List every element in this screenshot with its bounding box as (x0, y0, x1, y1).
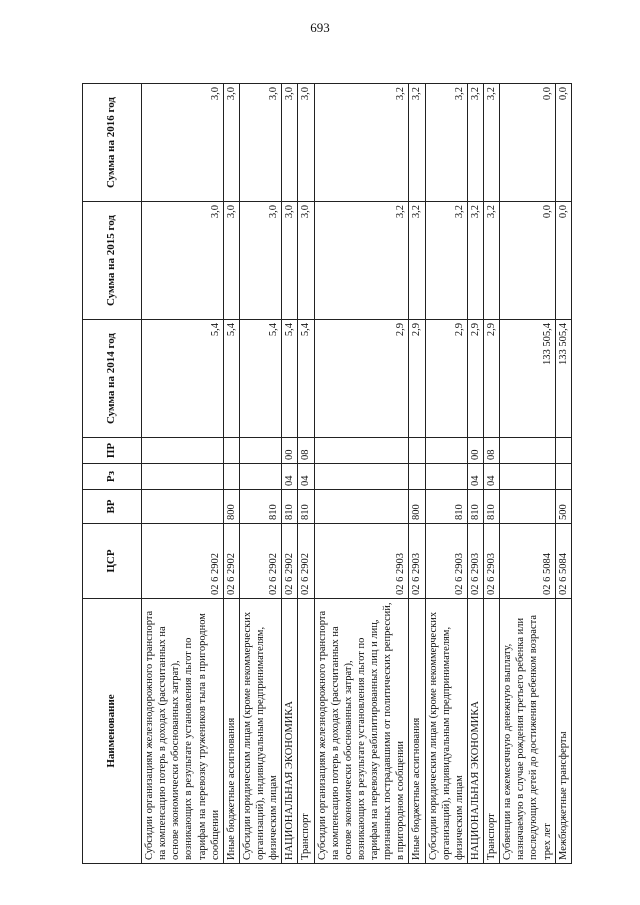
cell-vr: 800 (409, 490, 425, 524)
cell-2015: 3,2 (467, 202, 483, 320)
cell-2014: 2,9 (314, 320, 409, 438)
cell-name: Иные бюджетные ассигнования (409, 599, 425, 864)
cell-vr: 810 (298, 490, 314, 524)
header-2014: Сумма на 2014 год (83, 320, 142, 438)
cell-pr (142, 438, 224, 464)
cell-2016: 3,0 (142, 84, 224, 202)
cell-pr: 08 (484, 438, 500, 464)
cell-name: Субвенции на ежемесячную денежную выплату, назначаемую в случае рождения третьего ребенка или последующих детей до достижения ребенком возраста трех лет (500, 599, 556, 864)
cell-pr (314, 438, 409, 464)
cell-2014: 5,4 (239, 320, 281, 438)
cell-2015: 0,0 (500, 202, 556, 320)
cell-vr (314, 490, 409, 524)
cell-2015: 0,0 (555, 202, 571, 320)
cell-rz: 04 (282, 464, 298, 490)
cell-vr: 810 (282, 490, 298, 524)
table-row (500, 84, 556, 864)
table-header-row (83, 84, 142, 864)
cell-2014: 5,4 (142, 320, 224, 438)
budget-table (82, 83, 572, 864)
cell-vr: 810 (467, 490, 483, 524)
cell-pr (500, 438, 556, 464)
table-row (314, 84, 409, 864)
cell-2015: 3,2 (484, 202, 500, 320)
cell-csr: 02 6 2902 (298, 524, 314, 599)
table-row (282, 84, 298, 864)
table-row (425, 84, 467, 864)
cell-2016: 3,2 (409, 84, 425, 202)
table-row (223, 84, 239, 864)
cell-2016: 3,0 (282, 84, 298, 202)
cell-2015: 3,0 (298, 202, 314, 320)
cell-pr: 08 (298, 438, 314, 464)
cell-rz (425, 464, 467, 490)
header-rz: Рз (83, 464, 142, 490)
cell-2015: 3,2 (314, 202, 409, 320)
header-2015: Сумма на 2015 год (83, 202, 142, 320)
cell-vr: 810 (425, 490, 467, 524)
cell-2014: 133 505,4 (500, 320, 556, 438)
header-csr: ЦСР (83, 524, 142, 599)
cell-2015: 3,0 (239, 202, 281, 320)
cell-2014: 5,4 (282, 320, 298, 438)
cell-csr: 02 6 2903 (314, 524, 409, 599)
cell-csr: 02 6 2903 (467, 524, 483, 599)
cell-name: Транспорт (298, 599, 314, 864)
table-row (467, 84, 483, 864)
cell-pr: 00 (467, 438, 483, 464)
cell-name: Субсидии организациям железнодорожного транспорта на компенсацию потерь в доходах (рассчитанных на основе экономически обоснованных затрат), возникающих в результате установления льгот по тарифам на перевозку реабилитированных лиц и лиц, признанных пострадавшими от политических репрессий, в пригородном сообщении (314, 599, 409, 864)
cell-csr: 02 6 5084 (500, 524, 556, 599)
cell-rz (223, 464, 239, 490)
cell-vr: 800 (223, 490, 239, 524)
cell-pr: 00 (282, 438, 298, 464)
cell-csr: 02 6 2902 (142, 524, 224, 599)
cell-pr (425, 438, 467, 464)
cell-vr: 500 (555, 490, 571, 524)
header-vr: ВР (83, 490, 142, 524)
cell-2014: 2,9 (484, 320, 500, 438)
cell-csr: 02 6 2902 (282, 524, 298, 599)
cell-name: Иные бюджетные ассигнования (223, 599, 239, 864)
cell-rz (142, 464, 224, 490)
cell-2014: 2,9 (425, 320, 467, 438)
cell-rz (555, 464, 571, 490)
cell-csr: 02 6 2903 (409, 524, 425, 599)
cell-pr (409, 438, 425, 464)
cell-2016: 0,0 (500, 84, 556, 202)
header-2016: Сумма на 2016 год (83, 84, 142, 202)
cell-2015: 3,0 (282, 202, 298, 320)
cell-vr (142, 490, 224, 524)
cell-2016: 3,2 (484, 84, 500, 202)
cell-csr: 02 6 2903 (484, 524, 500, 599)
cell-2014: 2,9 (409, 320, 425, 438)
rotated-table-frame (82, 84, 569, 864)
cell-rz: 04 (467, 464, 483, 490)
cell-csr: 02 6 2903 (425, 524, 467, 599)
table-row (409, 84, 425, 864)
cell-name: Межбюджетные трансферты (555, 599, 571, 864)
cell-2014: 2,9 (467, 320, 483, 438)
table-row (142, 84, 224, 864)
cell-name: Субсидии организациям железнодорожного транспорта на компенсацию потерь в доходах (рассчитанных на основе экономически обоснованных затрат), возникающих в результате установления льгот по тарифам на перевозку тружеников тыла в пригородном сообщении (142, 599, 224, 864)
header-pr: ПР (83, 438, 142, 464)
cell-rz (239, 464, 281, 490)
cell-csr: 02 6 5084 (555, 524, 571, 599)
cell-2016: 3,0 (223, 84, 239, 202)
cell-rz (500, 464, 556, 490)
page-number: 693 (310, 20, 330, 35)
cell-vr: 810 (484, 490, 500, 524)
cell-name: Субсидии юридическим лицам (кроме некоммерческих организаций), индивидуальным предпринимателям, физическим лицам (425, 599, 467, 864)
cell-2015: 3,0 (223, 202, 239, 320)
cell-rz (409, 464, 425, 490)
cell-2016: 3,0 (298, 84, 314, 202)
cell-rz: 04 (298, 464, 314, 490)
cell-pr (555, 438, 571, 464)
cell-2014: 5,4 (298, 320, 314, 438)
cell-name: Субсидии юридическим лицам (кроме некоммерческих организаций), индивидуальным предпринимателям, физическим лицам (239, 599, 281, 864)
cell-2015: 3,2 (409, 202, 425, 320)
header-name: Наименование (83, 599, 142, 864)
cell-name: НАЦИОНАЛЬНАЯ ЭКОНОМИКА (282, 599, 298, 864)
cell-2014: 5,4 (223, 320, 239, 438)
cell-name: Транспорт (484, 599, 500, 864)
cell-2016: 3,2 (425, 84, 467, 202)
table-row (239, 84, 281, 864)
cell-2014: 133 505,4 (555, 320, 571, 438)
cell-2016: 3,2 (467, 84, 483, 202)
cell-name: НАЦИОНАЛЬНАЯ ЭКОНОМИКА (467, 599, 483, 864)
cell-csr: 02 6 2902 (223, 524, 239, 599)
cell-2015: 3,0 (142, 202, 224, 320)
cell-2016: 3,0 (239, 84, 281, 202)
cell-vr (500, 490, 556, 524)
cell-2015: 3,2 (425, 202, 467, 320)
table-row (298, 84, 314, 864)
table-row (484, 84, 500, 864)
cell-pr (239, 438, 281, 464)
cell-rz (314, 464, 409, 490)
cell-csr: 02 6 2902 (239, 524, 281, 599)
cell-2016: 3,2 (314, 84, 409, 202)
cell-pr (223, 438, 239, 464)
cell-rz: 04 (484, 464, 500, 490)
cell-2016: 0,0 (555, 84, 571, 202)
table-row (555, 84, 571, 864)
cell-vr: 810 (239, 490, 281, 524)
